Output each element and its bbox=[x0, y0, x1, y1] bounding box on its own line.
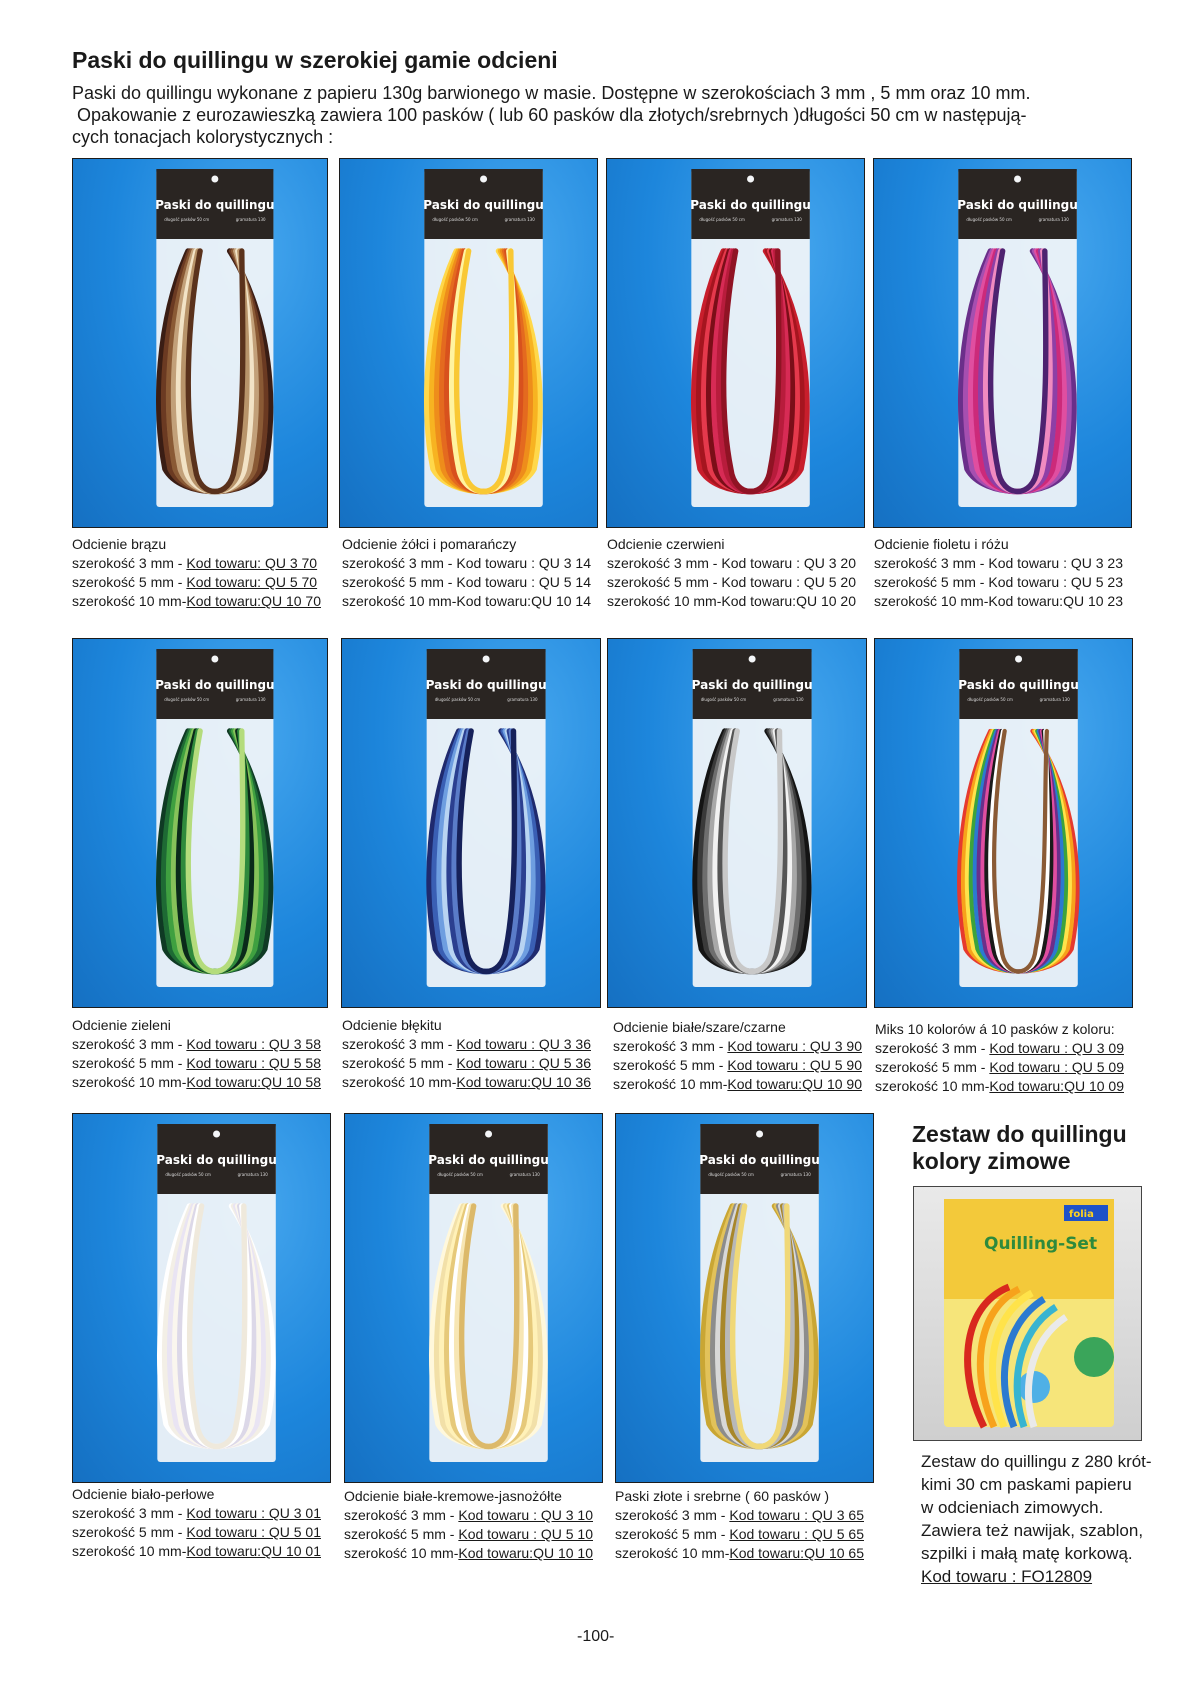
product-color-name: Odcienie błękitu bbox=[342, 1017, 442, 1033]
set-caption-line: Zawiera też nawijak, szablon, bbox=[921, 1521, 1144, 1540]
product-color-name: Odcienie białe-kremowe-jasnożółte bbox=[344, 1488, 562, 1504]
strip-package-image bbox=[345, 1114, 602, 1482]
product-width-line bbox=[874, 573, 1123, 592]
width-label: szerokość 3 mm - bbox=[72, 555, 187, 571]
product-photo bbox=[72, 1113, 331, 1483]
product-code: Kod towaru : QU 5 09 bbox=[989, 1059, 1124, 1075]
package-sublabel: gramatura 130 bbox=[1038, 217, 1069, 222]
product-color-name: Odcienie zieleni bbox=[72, 1017, 171, 1033]
width-label: szerokość 5 mm - bbox=[72, 1524, 187, 1540]
width-label: szerokość 3 mm - bbox=[875, 1040, 990, 1056]
product-color-name: Odcienie czerwieni bbox=[607, 536, 725, 552]
package-sublabel: długość pasków 50 cm bbox=[164, 216, 210, 223]
package-label: Paski do quillingu bbox=[699, 1153, 820, 1167]
product-photo bbox=[72, 158, 328, 528]
width-label: szerokość 3 mm - bbox=[615, 1507, 730, 1523]
package-sublabel: długość pasków 50 cm bbox=[967, 697, 1013, 702]
package-sublabel: gramatura 130 bbox=[1039, 697, 1070, 702]
product-width-line bbox=[72, 1523, 321, 1542]
hang-hole-icon bbox=[1015, 656, 1022, 663]
product-code: Kod towaru: QU 5 70 bbox=[186, 574, 318, 590]
package-label: Paski do quillingu bbox=[957, 198, 1078, 212]
product-width-line bbox=[613, 1056, 862, 1075]
product-width-line bbox=[72, 1073, 321, 1092]
product-code: Kod towaru : QU 5 58 bbox=[186, 1055, 321, 1071]
package-sublabel: gramatura 130 bbox=[504, 217, 535, 222]
product-code: Kod towaru : QU 3 09 bbox=[989, 1040, 1124, 1056]
package-label: Paski do quillingu bbox=[958, 678, 1079, 692]
set-product-code: Kod towaru : FO12809 bbox=[921, 1567, 1093, 1586]
width-label: szerokość 3 mm - bbox=[874, 555, 989, 571]
hang-hole-icon bbox=[480, 176, 487, 183]
product-width-line bbox=[615, 1506, 864, 1525]
width-label: szerokość 5 mm - bbox=[342, 574, 457, 590]
width-label: szerokość 10 mm- bbox=[874, 593, 989, 609]
product-code: Kod towaru:QU 10 36 bbox=[456, 1074, 591, 1090]
quilling-set-image bbox=[914, 1187, 1141, 1440]
product-width-line bbox=[342, 1035, 591, 1054]
package-sublabel: długość pasków 50 cm bbox=[432, 217, 478, 222]
product-caption bbox=[342, 1016, 591, 1092]
strip-package-image bbox=[616, 1114, 873, 1482]
product-code: Kod towaru: QU 3 70 bbox=[186, 555, 318, 571]
package-sublabel: długość pasków 50 cm bbox=[708, 1172, 754, 1177]
width-label: szerokość 10 mm- bbox=[342, 1074, 457, 1090]
set-caption bbox=[921, 1450, 1152, 1588]
set-decoration bbox=[1074, 1337, 1114, 1377]
package-sublabel: długość pasków 50 cm bbox=[437, 1172, 483, 1177]
product-code: Kod towaru:QU 10 14 bbox=[456, 593, 591, 609]
product-color-name: Odcienie biało-perłowe bbox=[72, 1486, 215, 1502]
width-label: szerokość 10 mm- bbox=[72, 1543, 187, 1559]
intro-line: cych tonacjach kolorystycznych : bbox=[72, 127, 334, 147]
product-photo bbox=[615, 1113, 874, 1483]
product-caption bbox=[72, 1485, 321, 1561]
product-color-name: Odcienie fioletu i różu bbox=[874, 536, 1009, 552]
product-width-line bbox=[342, 573, 591, 592]
width-label: szerokość 5 mm - bbox=[615, 1526, 730, 1542]
hang-hole-icon bbox=[485, 1131, 492, 1138]
product-code: Kod towaru:QU 10 58 bbox=[186, 1074, 321, 1090]
product-code: Kod towaru:QU 10 09 bbox=[989, 1078, 1124, 1094]
width-label: szerokość 10 mm- bbox=[72, 593, 187, 609]
product-caption bbox=[613, 1018, 862, 1094]
product-width-line bbox=[874, 554, 1123, 573]
product-code: Kod towaru : QU 3 58 bbox=[186, 1036, 321, 1052]
folia-logo-text: folia bbox=[1069, 1209, 1094, 1220]
product-width-line bbox=[607, 573, 856, 592]
product-width-line bbox=[615, 1544, 864, 1563]
product-code: Kod towaru : QU 3 01 bbox=[186, 1505, 321, 1521]
product-code: Kod towaru : QU 5 90 bbox=[727, 1057, 862, 1073]
width-label: szerokość 10 mm- bbox=[875, 1078, 990, 1094]
package-sublabel: gramatura 130 bbox=[509, 1172, 540, 1177]
product-photo bbox=[72, 638, 328, 1008]
product-photo bbox=[344, 1113, 603, 1483]
package-sublabel: gramatura 130 bbox=[237, 1172, 268, 1177]
product-caption bbox=[72, 535, 321, 611]
width-label: szerokość 3 mm - bbox=[613, 1038, 728, 1054]
product-code: Kod towaru : QU 5 36 bbox=[456, 1055, 591, 1071]
product-width-line bbox=[344, 1525, 593, 1544]
intro-line: Paski do quillingu wykonane z papieru 130g barwionego w masie. Dostępne w szerokościach 3 mm , 5 mm oraz 10 mm. bbox=[72, 83, 1031, 103]
product-width-line bbox=[875, 1077, 1124, 1096]
product-code: Kod towaru : QU 5 14 bbox=[456, 574, 591, 590]
package-sublabel: gramatura 130 bbox=[235, 216, 266, 223]
product-width-line bbox=[72, 1504, 321, 1523]
product-caption bbox=[342, 535, 591, 611]
hang-hole-icon bbox=[747, 176, 754, 183]
set-title-line: Zestaw do quillingu bbox=[912, 1121, 1127, 1147]
hang-hole-icon bbox=[213, 1131, 220, 1138]
width-label: szerokość 3 mm - bbox=[607, 555, 722, 571]
product-width-line bbox=[342, 1073, 591, 1092]
product-photo bbox=[874, 638, 1133, 1008]
package-label: Paski do quillingu bbox=[425, 678, 547, 692]
product-width-line bbox=[342, 592, 591, 611]
package-label: Paski do quillingu bbox=[155, 677, 275, 693]
width-label: szerokość 5 mm - bbox=[342, 1055, 457, 1071]
intro-text bbox=[72, 82, 1152, 148]
product-width-line bbox=[72, 592, 321, 611]
product-color-name: Miks 10 kolorów á 10 pasków z koloru: bbox=[875, 1021, 1115, 1037]
width-label: szerokość 5 mm - bbox=[72, 574, 187, 590]
width-label: szerokość 3 mm - bbox=[344, 1507, 459, 1523]
width-label: szerokość 10 mm- bbox=[342, 593, 457, 609]
strip-package-image bbox=[340, 159, 597, 527]
product-color-name: Paski złote i srebrne ( 60 pasków ) bbox=[615, 1488, 829, 1504]
package-label: Paski do quillingu bbox=[691, 678, 813, 692]
product-color-name: Odcienie białe/szare/czarne bbox=[613, 1019, 786, 1035]
package-label: Paski do quillingu bbox=[690, 198, 811, 212]
product-color-name: Odcienie brązu bbox=[72, 536, 167, 552]
strip-package-image bbox=[73, 639, 327, 1007]
hang-hole-icon bbox=[211, 176, 218, 183]
product-code: Kod towaru:QU 10 10 bbox=[458, 1545, 593, 1561]
width-label: szerokość 10 mm- bbox=[613, 1076, 728, 1092]
product-caption bbox=[875, 1020, 1124, 1096]
product-photo bbox=[341, 638, 601, 1008]
width-label: szerokość 3 mm - bbox=[72, 1505, 187, 1521]
set-title bbox=[912, 1121, 1127, 1175]
product-width-line bbox=[342, 1054, 591, 1073]
product-width-line bbox=[607, 592, 856, 611]
page-title: Paski do quillingu w szerokiej gamie odcieni bbox=[72, 47, 558, 73]
product-caption bbox=[874, 535, 1123, 611]
product-width-line bbox=[344, 1544, 593, 1563]
product-width-line bbox=[72, 573, 321, 592]
set-caption-line: w odcieniach zimowych. bbox=[921, 1498, 1104, 1517]
package-label: Paski do quillingu bbox=[428, 1153, 549, 1167]
package-label: Paski do quillingu bbox=[423, 198, 544, 212]
width-label: szerokość 10 mm- bbox=[615, 1545, 730, 1561]
width-label: szerokość 5 mm - bbox=[875, 1059, 990, 1075]
product-code: Kod towaru:QU 10 01 bbox=[186, 1543, 321, 1559]
product-code: Kod towaru : QU 3 36 bbox=[456, 1036, 591, 1052]
hang-hole-icon bbox=[756, 1131, 763, 1138]
product-code: Kod towaru : QU 3 23 bbox=[988, 555, 1123, 571]
product-photo bbox=[873, 158, 1132, 528]
product-code: Kod towaru : QU 3 65 bbox=[729, 1507, 864, 1523]
package-sublabel: gramatura 130 bbox=[773, 697, 804, 702]
product-photo bbox=[339, 158, 598, 528]
hang-hole-icon bbox=[483, 656, 490, 663]
product-width-line bbox=[875, 1039, 1124, 1058]
product-width-line bbox=[72, 1054, 321, 1073]
width-label: szerokość 10 mm- bbox=[72, 1074, 187, 1090]
product-code: Kod towaru:QU 10 20 bbox=[721, 593, 856, 609]
width-label: szerokość 5 mm - bbox=[613, 1057, 728, 1073]
product-photo bbox=[606, 158, 865, 528]
set-caption-line: kimi 30 cm paskami papieru bbox=[921, 1475, 1132, 1494]
package-sublabel: długość pasków 50 cm bbox=[699, 217, 745, 222]
strip-package-image bbox=[73, 1114, 330, 1482]
product-width-line bbox=[613, 1075, 862, 1094]
set-caption-line: Zestaw do quillingu z 280 krót- bbox=[921, 1452, 1152, 1471]
strip-package-image bbox=[607, 159, 864, 527]
width-label: szerokość 5 mm - bbox=[607, 574, 722, 590]
strip-package-image bbox=[73, 159, 327, 527]
package-sublabel: długość pasków 50 cm bbox=[164, 696, 210, 703]
product-width-line bbox=[72, 1035, 321, 1054]
product-code: Kod towaru:QU 10 90 bbox=[727, 1076, 862, 1092]
product-code: Kod towaru : QU 5 10 bbox=[458, 1526, 593, 1542]
product-code: Kod towaru : QU 3 90 bbox=[727, 1038, 862, 1054]
width-label: szerokość 10 mm- bbox=[607, 593, 722, 609]
width-label: szerokość 3 mm - bbox=[72, 1036, 187, 1052]
product-code: Kod towaru : QU 5 65 bbox=[729, 1526, 864, 1542]
width-label: szerokość 10 mm- bbox=[344, 1545, 459, 1561]
strip-package-image bbox=[608, 639, 866, 1007]
width-label: szerokość 3 mm - bbox=[342, 1036, 457, 1052]
product-code: Kod towaru : QU 5 01 bbox=[186, 1524, 321, 1540]
strip-package-image bbox=[875, 639, 1132, 1007]
product-code: Kod towaru : QU 5 20 bbox=[721, 574, 856, 590]
hang-hole-icon bbox=[211, 656, 218, 663]
product-caption bbox=[607, 535, 856, 611]
product-code: Kod towaru:QU 10 23 bbox=[988, 593, 1123, 609]
package-sublabel: długość pasków 50 cm bbox=[966, 217, 1012, 222]
product-width-line bbox=[72, 554, 321, 573]
set-caption-line: szpilki i małą matę korkową. bbox=[921, 1544, 1133, 1563]
product-code: Kod towaru : QU 3 10 bbox=[458, 1507, 593, 1523]
set-decoration bbox=[1018, 1371, 1050, 1403]
product-code: Kod towaru : QU 3 20 bbox=[721, 555, 856, 571]
width-label: szerokość 3 mm - bbox=[342, 555, 457, 571]
product-code: Kod towaru:QU 10 65 bbox=[729, 1545, 864, 1561]
width-label: szerokość 5 mm - bbox=[72, 1055, 187, 1071]
product-width-line bbox=[344, 1506, 593, 1525]
package-sublabel: gramatura 130 bbox=[235, 696, 266, 703]
product-width-line bbox=[874, 592, 1123, 611]
intro-line: Opakowanie z eurozawieszką zawiera 100 pasków ( lub 60 pasków dla złotych/srebrnych )długości 50 cm w następują- bbox=[72, 105, 1027, 125]
product-width-line bbox=[607, 554, 856, 573]
set-package-title: Quilling-Set bbox=[984, 1234, 1098, 1254]
product-caption bbox=[615, 1487, 864, 1563]
product-width-line bbox=[72, 1542, 321, 1561]
package-sublabel: długość pasków 50 cm bbox=[434, 697, 481, 702]
package-sublabel: gramatura 130 bbox=[507, 697, 538, 702]
product-caption bbox=[344, 1487, 593, 1563]
strip-package-image bbox=[342, 639, 600, 1007]
width-label: szerokość 5 mm - bbox=[344, 1526, 459, 1542]
product-width-line bbox=[342, 554, 591, 573]
product-width-line bbox=[613, 1037, 862, 1056]
package-sublabel: długość pasków 50 cm bbox=[700, 697, 747, 702]
hang-hole-icon bbox=[1014, 176, 1021, 183]
hang-hole-icon bbox=[749, 656, 756, 663]
package-sublabel: gramatura 130 bbox=[771, 217, 802, 222]
product-width-line bbox=[875, 1058, 1124, 1077]
package-sublabel: długość pasków 50 cm bbox=[165, 1172, 211, 1177]
package-label: Paski do quillingu bbox=[155, 197, 275, 213]
page-number: -100- bbox=[577, 1628, 615, 1645]
width-label: szerokość 5 mm - bbox=[874, 574, 989, 590]
product-code: Kod towaru : QU 3 14 bbox=[456, 555, 591, 571]
product-caption bbox=[72, 1016, 321, 1092]
product-color-name: Odcienie żółci i pomarańczy bbox=[342, 536, 517, 552]
strip-package-image bbox=[874, 159, 1131, 527]
set-title-line: kolory zimowe bbox=[912, 1148, 1071, 1174]
set-photo bbox=[913, 1186, 1142, 1441]
product-code: Kod towaru : QU 5 23 bbox=[988, 574, 1123, 590]
product-width-line bbox=[615, 1525, 864, 1544]
product-photo bbox=[607, 638, 867, 1008]
product-code: Kod towaru:QU 10 70 bbox=[186, 593, 321, 609]
package-label: Paski do quillingu bbox=[156, 1153, 277, 1167]
package-sublabel: gramatura 130 bbox=[780, 1172, 811, 1177]
